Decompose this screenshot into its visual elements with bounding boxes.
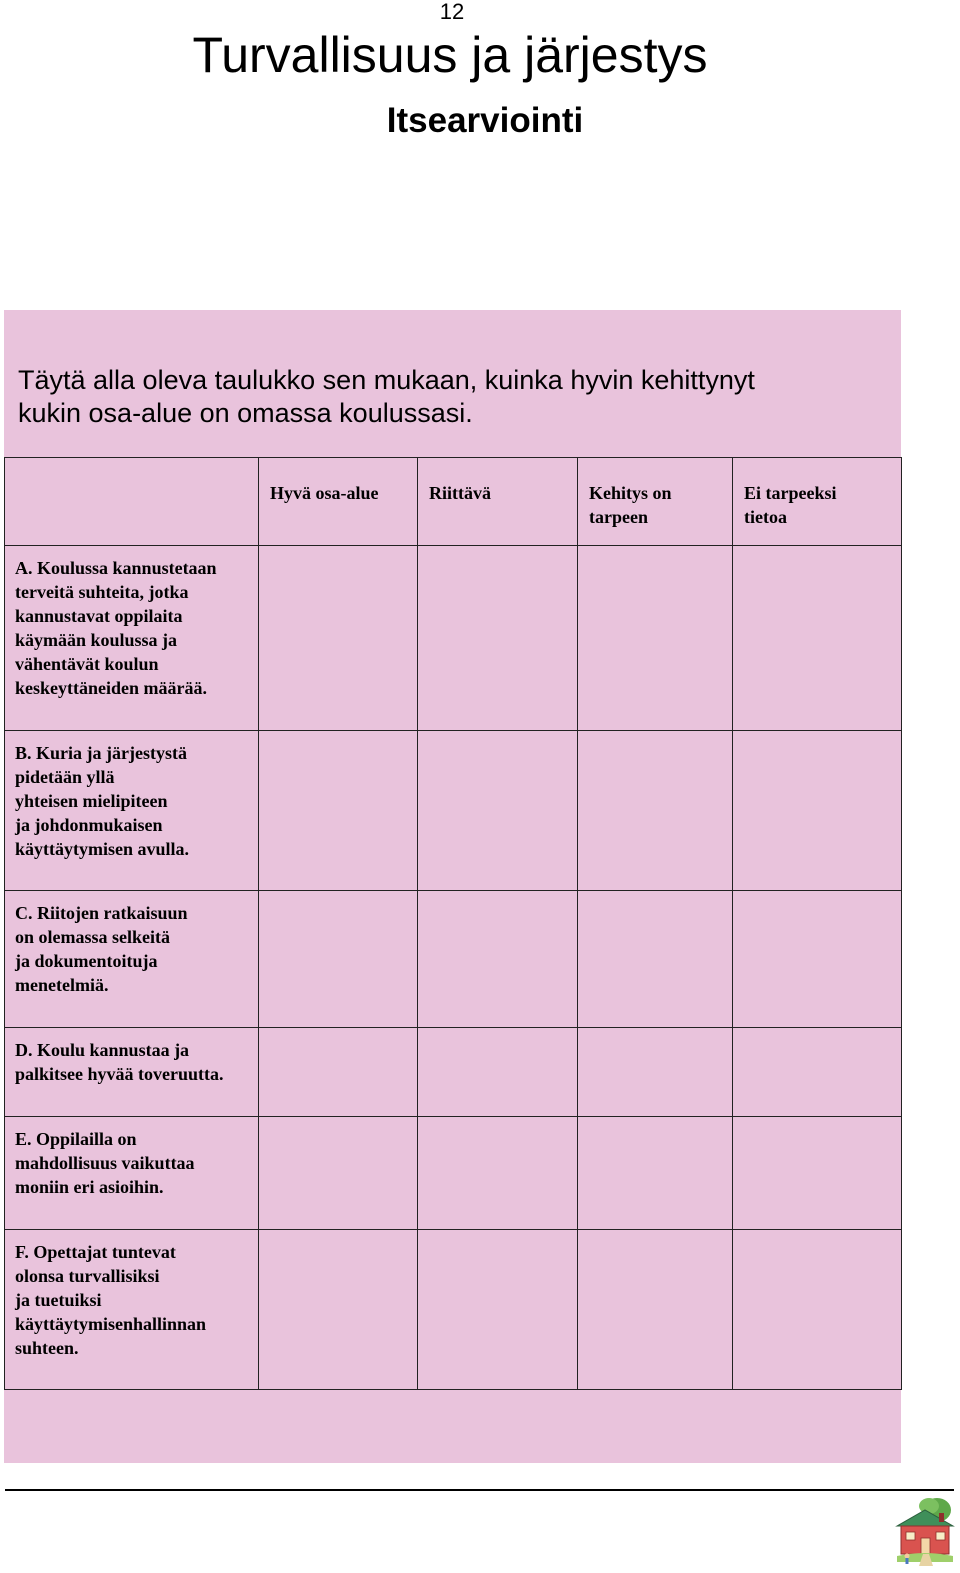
table-row — [5, 1117, 902, 1230]
rating-cell-sufficient[interactable] — [418, 1230, 578, 1390]
page-title: Turvallisuus ja järjestys — [192, 27, 708, 83]
table-header-row — [5, 458, 902, 546]
table-row — [5, 891, 902, 1028]
rating-cell-not-enough-info[interactable] — [733, 1028, 902, 1117]
header-sufficient: Riittävä — [418, 458, 578, 546]
header-needs-development: Kehitys on tarpeen — [578, 458, 733, 546]
rating-cell-good[interactable] — [259, 891, 418, 1028]
criterion-cell-a: A. Koulussa kannustetaan terveitä suhteita, jotka kannustavat oppilaita käymään koulussa ja vähentävät koulun keskeyttäneiden määrää. — [5, 546, 259, 731]
rating-cell-sufficient[interactable] — [418, 1028, 578, 1117]
instructions-text: Täytä alla oleva taulukko sen mukaan, kuinka hyvin kehittynyt kukin osa-alue on omassa koulussasi. — [18, 365, 755, 428]
header-not-enough-info: Ei tarpeeksi tietoa — [733, 458, 902, 546]
rating-cell-not-enough-info[interactable] — [733, 1230, 902, 1390]
header-good: Hyvä osa-alue — [259, 458, 418, 546]
criterion-cell-d: D. Koulu kannustaa ja palkitsee hyvää toveruutta. — [5, 1028, 259, 1117]
rating-cell-sufficient[interactable] — [418, 546, 578, 731]
table-row — [5, 1028, 902, 1117]
rating-cell-good[interactable] — [259, 1028, 418, 1117]
rating-cell-good[interactable] — [259, 546, 418, 731]
footer-divider — [5, 1489, 954, 1491]
rating-cell-needs-development[interactable] — [578, 1028, 733, 1117]
rating-cell-not-enough-info[interactable] — [733, 891, 902, 1028]
rating-cell-good[interactable] — [259, 1230, 418, 1390]
assessment-table — [4, 457, 902, 1390]
page-number: 12 — [439, 0, 465, 24]
school-house-icon — [893, 1496, 957, 1568]
rating-cell-sufficient[interactable] — [418, 1117, 578, 1230]
rating-cell-needs-development[interactable] — [578, 891, 733, 1028]
rating-cell-needs-development[interactable] — [578, 1117, 733, 1230]
rating-cell-needs-development[interactable] — [578, 731, 733, 891]
criterion-cell-e: E. Oppilailla on mahdollisuus vaikuttaa moniin eri asioihin. — [5, 1117, 259, 1230]
rating-cell-not-enough-info[interactable] — [733, 1117, 902, 1230]
table-row — [5, 546, 902, 731]
criterion-cell-c: C. Riitojen ratkaisuun on olemassa selkeitä ja dokumentoituja menetelmiä. — [5, 891, 259, 1028]
rating-cell-good[interactable] — [259, 1117, 418, 1230]
rating-cell-sufficient[interactable] — [418, 731, 578, 891]
rating-cell-good[interactable] — [259, 731, 418, 891]
table-row — [5, 1230, 902, 1390]
criterion-cell-f: F. Opettajat tuntevat olonsa turvallisiksi ja tuetuiksi käyttäytymisenhallinnan suhteen. — [5, 1230, 259, 1390]
rating-cell-not-enough-info[interactable] — [733, 731, 902, 891]
rating-cell-needs-development[interactable] — [578, 546, 733, 731]
header-criterion — [5, 458, 259, 546]
rating-cell-not-enough-info[interactable] — [733, 546, 902, 731]
table-row — [5, 731, 902, 891]
rating-cell-needs-development[interactable] — [578, 1230, 733, 1390]
criterion-cell-b: B. Kuria ja järjestystä pidetään yllä yhteisen mielipiteen ja johdonmukaisen käyttäytymisen avulla. — [5, 731, 259, 891]
page-subtitle: Itsearviointi — [386, 101, 584, 140]
rating-cell-sufficient[interactable] — [418, 891, 578, 1028]
